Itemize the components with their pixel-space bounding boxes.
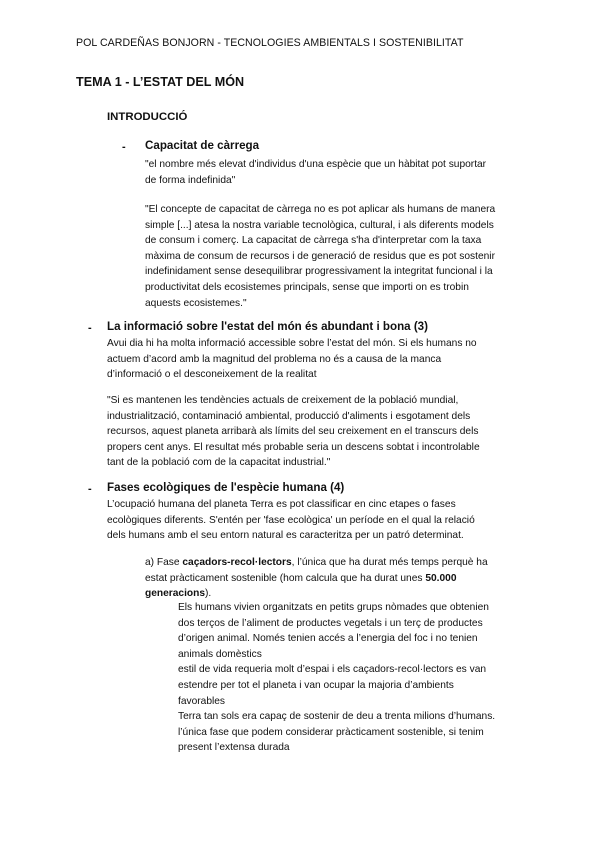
- text-line: propers cent anys. El resultat més probable seria un descens sobtat i incontrolable: [107, 441, 480, 453]
- paragraph-fases: [107, 497, 475, 544]
- text-line: d’informació o el desconeixement de la realitat: [107, 369, 317, 381]
- text-line: tant de la població com de la capacitat industrial.": [107, 457, 331, 469]
- text-line: dels humans amb el seu entorn natural es caracteritza per un patró determinat.: [107, 530, 464, 542]
- text-line: estil de vida requeria molt d’espai i els caçadors-recol·lectors es van: [178, 664, 487, 676]
- text-line: industrialització, contaminació ambiental, producció d'aliments i esgotament dels: [107, 410, 471, 422]
- generations-label: generacions: [145, 588, 206, 600]
- quote-definition: [145, 157, 486, 188]
- page-header: POL CARDEÑAS BONJORN - TECNOLOGIES AMBIENTALS I SOSTENIBILITAT: [76, 37, 464, 49]
- text-line: "El concepte de capacitat de càrrega no es pot aplicar als humans de manera: [145, 204, 496, 215]
- text-line: dos terços de l’aliment de productes vegetals i un terç de productes: [178, 617, 483, 629]
- text-fragment: , l’única que ha durat més temps perquè ha: [291, 557, 488, 568]
- bullet-marker: -: [88, 322, 92, 334]
- text-line: màxima de consum de recursos i de generació de residus que es pot sostenir: [145, 250, 495, 262]
- text-line: present l’extensa durada: [178, 742, 290, 754]
- text-fragment: estat pràcticament sostenible (hom calcula que ha durat unes: [145, 572, 426, 584]
- text-line: de forma indefinida": [145, 174, 236, 186]
- heading-capacitat-carrega: Capacitat de càrrega: [145, 139, 260, 152]
- text-line: indefinidament sense desequilibrar progressivament la integritat funcional i la: [145, 266, 493, 278]
- text-line: Terra tan sols era capaç de sostenir de deu a trenta milions d’humans.: [178, 711, 496, 723]
- text-line: "Si es mantenen les tendències actuals de creixement de la població mundial,: [107, 395, 459, 406]
- phase-a-details: [178, 600, 495, 756]
- text-line: simple [...] atesa la nostra variable tecnològica, cultural, i als diferents models: [145, 219, 494, 231]
- text-line: Els humans vivien organitzats en petits grups nòmades que obtenien: [178, 602, 489, 613]
- text-line: "el nombre més elevat d'individus d'una espècie que un hàbitat pot suportar: [145, 159, 487, 170]
- phase-a-paragraph: [145, 555, 488, 602]
- quote-limits-growth: [107, 393, 480, 471]
- text-line: de consum i comerç. La capacitat de càrrega s'ha d'interpretar com la taxa: [145, 235, 482, 247]
- bullet-marker: -: [88, 483, 92, 495]
- bullet-marker: -: [122, 141, 126, 153]
- section-title-introduccio: INTRODUCCIÓ: [107, 111, 188, 123]
- page-title: TEMA 1 - L’ESTAT DEL MÓN: [76, 75, 245, 89]
- paragraph-informacio: [107, 336, 477, 383]
- heading-informacio-estat-mon: La informació sobre l'estat del món és abundant i bona (3): [107, 320, 428, 333]
- text-line: productivitat dels ecosistemes principals, sense que importi on es trobin: [145, 281, 469, 293]
- heading-fases-ecologiques: Fases ecològiques de l'espècie humana (4): [107, 481, 345, 494]
- text-line: recursos, aquest planeta arribarà als límits del seu creixement en el transcurs dels: [107, 426, 479, 438]
- text-fragment: ).: [205, 588, 212, 600]
- text-line: d’origen animal. Només tenien accés a l’energia del foc i no tenien: [178, 633, 478, 645]
- text-line: animals domèstics: [178, 648, 262, 660]
- generations-count: 50.000: [425, 572, 457, 584]
- text-line: [145, 571, 488, 587]
- text-line: Avui dia hi ha molta informació accessible sobre l’estat del món. Si els humans no: [107, 338, 477, 349]
- text-line: favorables: [178, 695, 226, 707]
- text-fragment: a) Fase: [145, 557, 183, 568]
- text-line: l’única fase que podem considerar pràcticament sostenible, si tenim: [178, 726, 484, 738]
- phase-name: caçadors-recol·lectors: [182, 557, 292, 568]
- text-line: aquests ecosistemes.": [145, 297, 247, 309]
- text-line: actuem d’acord amb la magnitud del problema no és a causa de la manca: [107, 353, 442, 365]
- text-line: L’ocupació humana del planeta Terra es pot classificar en cinc etapes o fases: [107, 499, 456, 510]
- text-line: estendre per tot el planeta i van ocupar la majoria d’ambients: [178, 679, 454, 691]
- quote-paragraph: [145, 202, 495, 311]
- text-line: ecològiques diferents. S'entén per 'fase ecològica' un període en el qual la relació: [107, 514, 475, 526]
- text-line: [145, 555, 488, 571]
